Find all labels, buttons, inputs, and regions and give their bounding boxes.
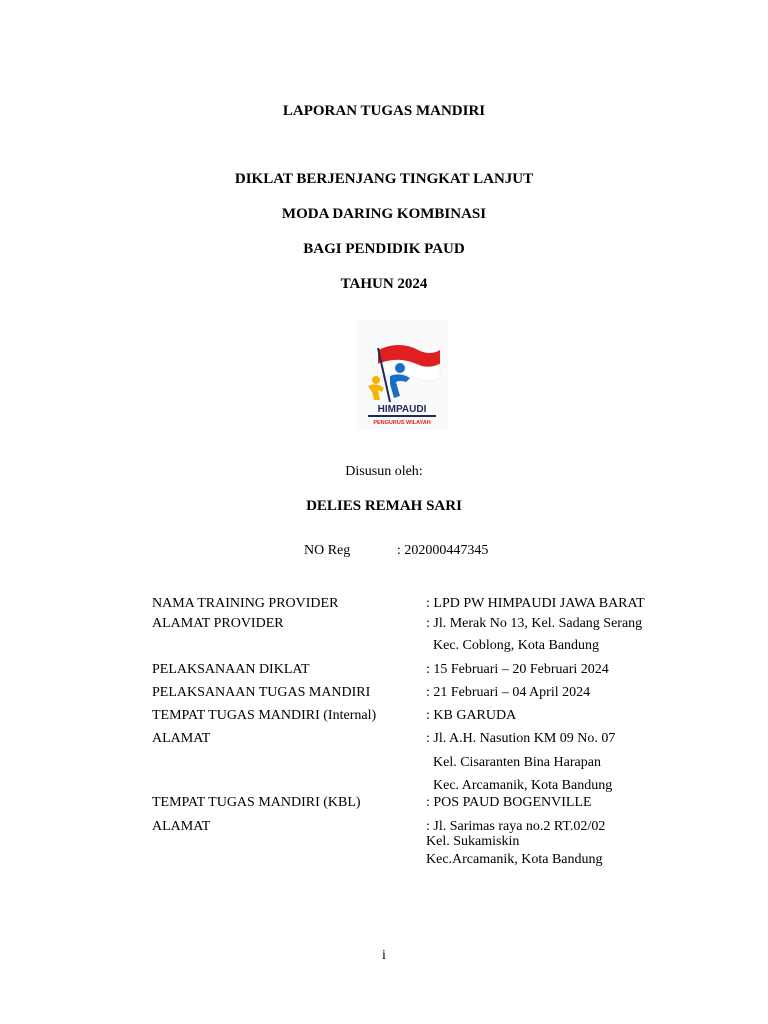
field-label-diklat: PELAKSANAAN DIKLAT (152, 662, 310, 677)
field-value-provider-address-1: : Jl. Merak No 13, Kel. Sadang Serang (426, 616, 643, 631)
field-value-tugas-mandiri: : 21 Februari – 04 April 2024 (426, 685, 591, 700)
himpaudi-logo-graphic (356, 320, 448, 430)
field-label-address-internal: ALAMAT (152, 731, 211, 746)
report-title: LAPORAN TUGAS MANDIRI (282, 103, 486, 119)
field-label-tugas-mandiri: PELAKSANAAN TUGAS MANDIRI (152, 685, 371, 700)
field-value-address-kbl-2: Kel. Sukamiskin (426, 834, 520, 849)
himpaudi-logo (356, 320, 448, 430)
field-value-place-internal: : KB GARUDA (426, 708, 517, 723)
subtitle-line-1: DIKLAT BERJENJANG TINGKAT LANJUT (234, 171, 534, 187)
prepared-by-label: Disusun oleh: (345, 464, 423, 479)
reg-label: NO Reg (304, 543, 351, 558)
field-value-address-internal-3: Kec. Arcamanik, Kota Bandung (426, 778, 613, 793)
field-label-place-kbl: TEMPAT TUGAS MANDIRI (KBL) (152, 795, 361, 810)
field-label-address-kbl: ALAMAT (152, 819, 211, 834)
field-value-address-kbl-1: : Jl. Sarimas raya no.2 RT.02/02 (426, 819, 606, 834)
field-value-training-provider: : LPD PW HIMPAUDI JAWA BARAT (426, 596, 645, 611)
field-value-diklat: : 15 Februari – 20 Februari 2024 (426, 662, 609, 677)
logo-text: HIMPAUDI (377, 404, 427, 415)
field-label-training-provider: NAMA TRAINING PROVIDER (152, 596, 339, 611)
reg-value: : 202000447345 (397, 543, 489, 558)
field-label-place-internal: TEMPAT TUGAS MANDIRI (Internal) (152, 708, 377, 723)
subtitle-line-4: TAHUN 2024 (340, 276, 428, 292)
field-label-provider-address: ALAMAT PROVIDER (152, 616, 284, 631)
field-value-address-internal-2: Kel. Cisaranten Bina Harapan (426, 755, 601, 770)
author-name: DELIES REMAH SARI (306, 498, 462, 514)
field-value-provider-address-2: Kec. Coblong, Kota Bandung (426, 638, 600, 653)
field-value-place-kbl: : POS PAUD BOGENVILLE (426, 795, 592, 810)
field-value-address-kbl-3: Kec.Arcamanik, Kota Bandung (426, 852, 603, 867)
page-number: i (382, 948, 386, 963)
field-value-address-internal-1: : Jl. A.H. Nasution KM 09 No. 07 (426, 731, 616, 746)
logo-tagline: PENGURUS WILAYAH (373, 420, 431, 426)
subtitle-line-3: BAGI PENDIDIK PAUD (303, 241, 465, 257)
subtitle-line-2: MODA DARING KOMBINASI (281, 206, 487, 222)
